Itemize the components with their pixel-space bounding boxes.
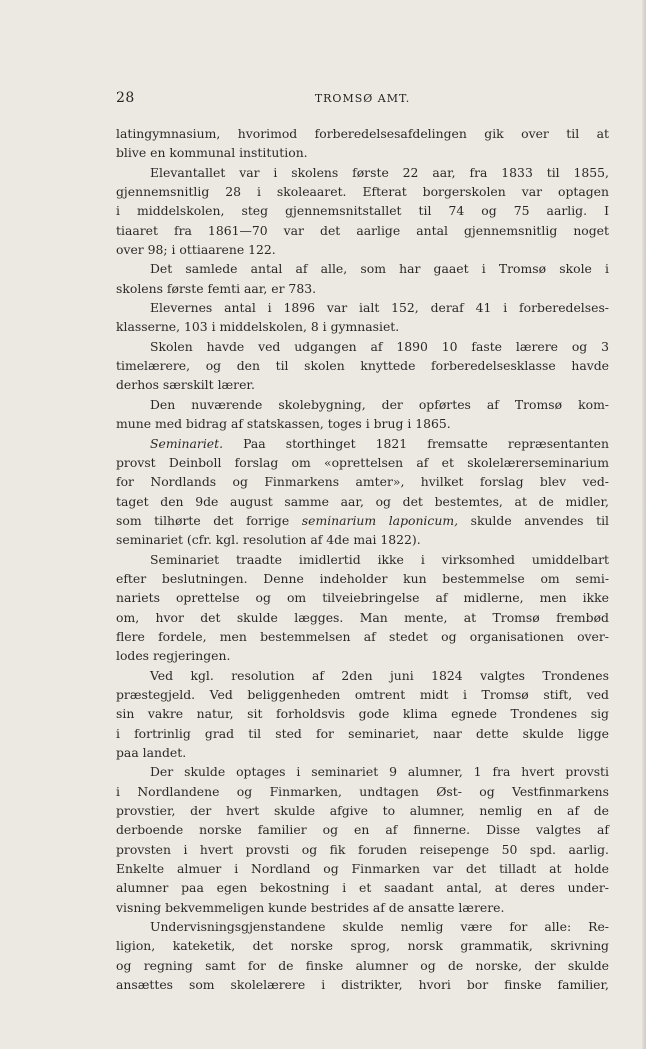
text-line: flere fordele, men bestemmelsen af stedet og organisationen over- <box>116 628 609 644</box>
text-line: lodes regjeringen. <box>116 648 231 664</box>
text-line: Den nuværende skolebygning, der opførtes af Tromsø kom- <box>150 396 609 412</box>
text-line: Ved kgl. resolution af 2den juni 1824 valgtes Trondenes <box>150 667 609 683</box>
text-line: Seminariet traadte imidlertid ikke i virksomhed umiddelbart <box>150 551 609 567</box>
text-line: nariets oprettelse og om tilveiebringelse af midlerne, men ikke <box>116 590 609 606</box>
text-line: i fortrinlig grad til sted for seminariet, naar dette skulde ligge <box>116 725 609 741</box>
text-line: provsten i hvert provsti og fik foruden reisepenge 50 spd. aarlig. <box>116 841 609 857</box>
text-line: Skolen havde ved udgangen af 1890 10 faste lærere og 3 <box>150 338 609 354</box>
text-line: over 98; i ottiaarene 122. <box>116 242 276 258</box>
text-line: om, hvor det skulde lægges. Man mente, at Tromsø frembød <box>116 609 609 625</box>
text-line: klasserne, 103 i middelskolen, 8 i gymnasiet. <box>116 319 400 335</box>
text-line: for Nordlands og Finmarkens amter», hvilket forslag blev ved- <box>116 474 609 490</box>
text-line: og regning samt for de finske alumner og de norske, der skulde <box>116 957 609 973</box>
text-line: Enkelte almuer i Nordland og Finmarken var det tilladt at holde <box>116 861 609 877</box>
text-line: Det samlede antal af alle, som har gaaet i Tromsø skole i <box>150 261 609 277</box>
page-edge <box>642 0 646 1049</box>
text-line: tiaaret fra 1861—70 var det aarlige antal gjennemsnitlig noget <box>116 222 609 238</box>
text-line: gjennemsnitlig 28 i skoleaaret. Efterat borgerskolen var optagen <box>116 184 609 200</box>
text-line: alumner paa egen bekostning i et saadant antal, at deres under- <box>116 880 609 896</box>
text-line: Der skulde optages i seminariet 9 alumner, 1 fra hvert provsti <box>150 764 609 780</box>
text-line: som tilhørte det forrige seminarium laponicum, skulde anvendes til <box>116 512 609 528</box>
text-line: provstier, der hvert skulde afgive to alumner, nemlig en af de <box>116 803 609 819</box>
text-line: i middelskolen, steg gjennemsnitstallet til 74 og 75 aarlig. I <box>116 203 609 219</box>
text-line: taget den 9de august samme aar, og det bestemtes, at de midler, <box>116 493 609 509</box>
text-line: ansættes som skolelærere i distrikter, hvori bor finske familier, <box>116 977 609 993</box>
text-line: latingymnasium, hvorimod forberedelsesafdelingen gik over til at <box>116 126 609 141</box>
running-title: TROMSØ AMT. <box>314 92 411 105</box>
text-line: Elevantallet var i skolens første 22 aar, fra 1833 til 1855, <box>150 164 609 180</box>
text-line: i Nordlandene og Finmarken, undtagen Øst- og Vestfinmarkens <box>116 783 609 799</box>
text-line: Seminariet. Paa storthinget 1821 fremsatte repræsentanten <box>150 435 609 451</box>
text-line: præstegjeld. Ved beliggenheden omtrent midt i Tromsø stift, ved <box>116 686 609 702</box>
running-head <box>116 90 609 110</box>
text-line: derboende norske familier og en af finnerne. Disse valgtes af <box>116 822 609 838</box>
text-line: Elevernes antal i 1896 var ialt 152, deraf 41 i forberedelses- <box>150 300 609 316</box>
text-line: Undervisningsgjenstandene skulde nemlig være for alle: Re- <box>150 919 609 935</box>
page-number: 28 <box>116 90 135 106</box>
text-line: blive en kommunal institution. <box>116 145 308 161</box>
text-line: seminariet (cfr. kgl. resolution af 4de mai 1822). <box>116 532 421 548</box>
text-line: timelærere, og den til skolen knyttede forberedelsesklasse havde <box>116 358 609 374</box>
text-line: paa landet. <box>116 745 187 760</box>
section-heading-seminariet: Seminariet. <box>150 435 224 451</box>
text-line: mune med bidrag af statskassen, toges i brug i 1865. <box>116 416 451 432</box>
text-line: provst Deinboll forslag om «oprettelsen af et skolelærerseminarium <box>116 454 609 470</box>
text-line: skolens første femti aar, er 783. <box>116 280 317 296</box>
text-line: efter beslutningen. Denne indeholder kun bestemmelse om semi- <box>116 570 609 586</box>
body-text <box>116 124 609 994</box>
text-line: sin vakre natur, sit forholdsvis gode klima egnede Trondenes sig <box>116 706 609 722</box>
text-line: ligion, kateketik, det norske sprog, norsk grammatik, skrivning <box>116 938 609 954</box>
text-line: derhos særskilt lærer. <box>116 377 255 393</box>
italic-term: seminarium laponicum, <box>301 512 459 528</box>
text-line: visning bekvemmeligen kunde bestrides af de ansatte lærere. <box>116 899 505 915</box>
